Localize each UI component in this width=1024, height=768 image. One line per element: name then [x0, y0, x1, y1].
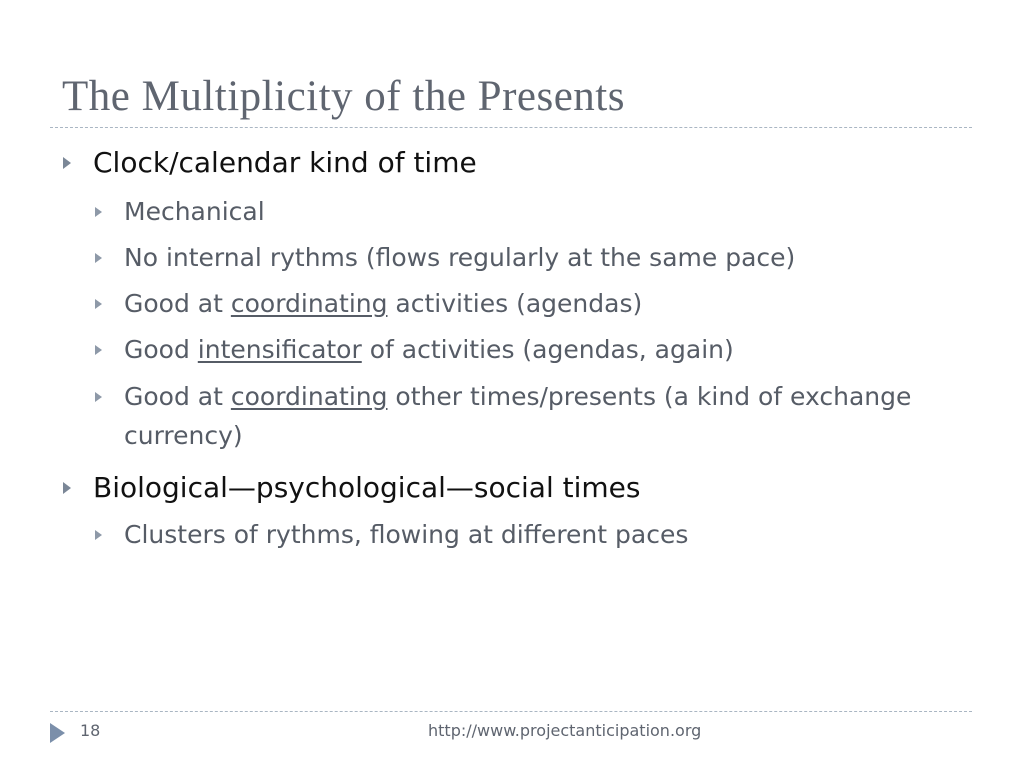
- underlined-term: intensificator: [197, 335, 362, 364]
- footer-arrow-icon: [50, 723, 65, 743]
- slide-title: The Multiplicity of the Presents: [62, 73, 625, 120]
- bullet-arrow-icon: [95, 207, 102, 217]
- bullet-level2-text: [124, 516, 688, 554]
- footer-url: http://www.projectanticipation.org: [428, 721, 702, 740]
- underlined-term: coordinating: [230, 382, 388, 411]
- bullet-level2-continuation: currency): [124, 421, 243, 450]
- bullet-arrow-icon: [95, 299, 102, 309]
- bullet-text-part: Mechanical: [124, 197, 265, 226]
- bullet-text-part: No internal rythms (flows regularly at the same pace): [124, 243, 796, 272]
- bullet-level2-text: [124, 285, 642, 323]
- footer-divider: [50, 711, 972, 712]
- page-number: 18: [80, 721, 101, 740]
- bullet-arrow-icon: [63, 157, 71, 169]
- title-divider: [50, 127, 972, 128]
- bullet-arrow-icon: [95, 345, 102, 355]
- bullet-arrow-icon: [95, 530, 102, 540]
- bullet-level2-text: [124, 378, 911, 416]
- bullet-text-part: activities (agendas): [387, 289, 643, 318]
- underlined-term: coordinating: [230, 289, 388, 318]
- bullet-text-part: other times/presents (a kind of exchange: [387, 382, 912, 411]
- bullet-level1-text: Clock/calendar kind of time: [93, 146, 477, 179]
- bullet-arrow-icon: [95, 253, 102, 263]
- bullet-text-part: of activities (agendas, again): [361, 335, 734, 364]
- bullet-text-part: Good at: [124, 382, 231, 411]
- bullet-level1-text: Biological—psychological—social times: [93, 471, 641, 504]
- bullet-arrow-icon: [95, 392, 102, 402]
- bullet-level2-text: [124, 331, 734, 369]
- bullet-level2-text: [124, 193, 265, 231]
- bullet-text-part: Good: [124, 335, 198, 364]
- bullet-text-part: Clusters of rythms, flowing at different paces: [124, 520, 689, 549]
- bullet-text-part: Good at: [124, 289, 231, 318]
- bullet-arrow-icon: [63, 482, 71, 494]
- bullet-level2-text: [124, 239, 795, 277]
